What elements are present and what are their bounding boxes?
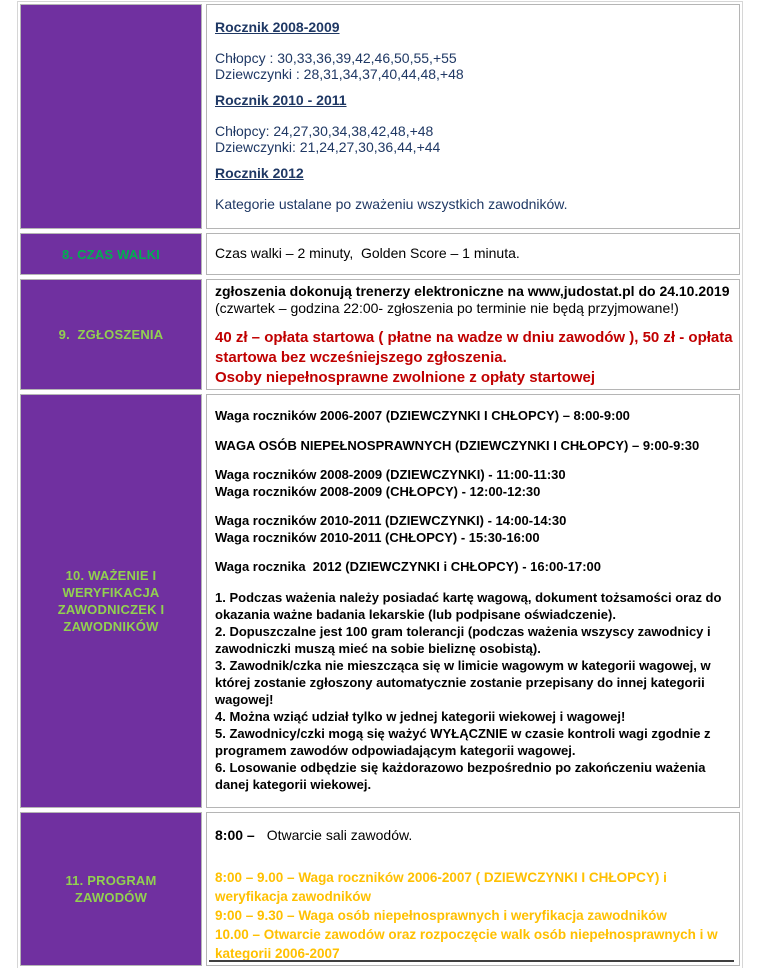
weighin-rule-1: 1. Podczas ważenia należy posiadać kartę wagową, dokument tożsamości oraz do okazania ważne badania lekarskie (lub podpisane oświadczenie). [215, 589, 726, 622]
weighin-group-2012 [215, 559, 731, 576]
heading-rocznik-2008-2009: Rocznik 2008-2009 [215, 19, 340, 35]
heading-rocznik-2012: Rocznik 2012 [215, 165, 304, 181]
weighin-line: Waga roczników 2010-2011 (CHŁOPCY) - 15:30-16:00 [215, 529, 540, 545]
boys-categories-2010-2011: Chłopcy: 24,27,30,34,38,42,48,+48 [215, 123, 434, 139]
weighin-group-disabled [215, 438, 731, 455]
program-opening-text: Otwarcie sali zawodów. [266, 827, 413, 843]
weighin-rules [215, 589, 731, 793]
weighin-line: WAGA OSÓB NIEPEŁNOSPRAWNYCH (DZIEWCZYNKI I CHŁOPCY) – 9:00-9:30 [215, 437, 700, 453]
fee-main-text: 40 zł – opłata startowa ( płatne na wadze w dniu zawodów ), 50 zł - opłata startowa bez wcześniejszego zgłoszenia. [215, 329, 737, 366]
girls-categories-2008-2009: Dziewczynki : 28,31,34,37,40,44,48,+48 [215, 66, 464, 82]
row-wazenie [20, 394, 740, 808]
weighin-line: Waga roczników 2008-2009 (CHŁOPCY) - 12:00-12:30 [215, 483, 541, 499]
czas-walki-text: Czas walki – 2 minuty, Golden Score – 1 minuta. [215, 245, 520, 261]
row-weight-categories [20, 4, 740, 229]
boys-categories-2008-2009: Chłopcy : 30,33,36,39,42,46,50,55,+55 [215, 50, 457, 66]
regulations-table [20, 4, 740, 966]
program-content-cell [206, 812, 740, 966]
program-label: 11. PROGRAM ZAWODÓW [65, 873, 161, 905]
girls-categories-2010-2011: Dziewczynki: 21,24,27,30,36,44,+44 [215, 139, 441, 155]
program-schedule-line-2: 9:00 – 9.30 – Waga osób niepełnosprawnych i weryfikacja zawodników [215, 908, 667, 923]
fee-disabled-text: Osoby niepełnosprawne zwolnione z opłaty startowej [215, 369, 596, 386]
weighin-rule-3: 3. Zawodnik/czka nie mieszcząca się w limicie wagowym w kategorii wagowej, w której zostanie zgłoszony automatycznie zostanie przepisany do innej kategorii wagowej! [215, 657, 715, 707]
rocznik-2012-note: Kategorie ustalane po zważeniu wszystkich zawodników. [215, 196, 568, 212]
program-opening-line [215, 827, 731, 844]
bottom-horizontal-rule [209, 960, 734, 962]
weighin-group-2006-2007 [215, 408, 731, 425]
weighin-group-2010-2011 [215, 513, 731, 546]
czas-walki-label-cell [20, 233, 202, 275]
weighin-rule-4: 4. Można wziąć udział tylko w jednej kategorii wiekowej i wagowej! [215, 708, 626, 724]
weighin-line: Waga roczników 2010-2011 (DZIEWCZYNKI) - 14:00-14:30 [215, 513, 567, 528]
weighin-line: Waga rocznika 2012 (DZIEWCZYNKI i CHŁOPCY) - 16:00-17:00 [215, 559, 602, 574]
czas-walki-content-cell [206, 233, 740, 275]
program-schedule-line-3: 10.00 – Otwarcie zawodów oraz rozpoczęcie walk osób niepełnosprawnych i w kategorii 2006-2007 [215, 927, 722, 961]
program-content [207, 813, 739, 963]
zgloszenia-label-cell [20, 279, 202, 390]
weight-categories-content [206, 4, 740, 229]
categories-2008-2009-group [215, 50, 729, 82]
program-schedule-line-1: 8:00 – 9.00 – Waga roczników 2006-2007 ( DZIEWCZYNKI I CHŁOPCY) i weryfikacja zawodników [215, 870, 671, 904]
categories-2010-2011-group [215, 123, 729, 155]
weighin-rule-6: 6. Losowanie odbędzie się każdorazowo bezpośrednio po zakończeniu ważenia danej kategorii wiekowej. [215, 759, 710, 792]
row-zgloszenia [20, 279, 740, 390]
weighin-group-2008-2009 [215, 467, 731, 500]
program-schedule-block [215, 868, 731, 963]
weight-categories-label-cell [20, 4, 202, 229]
wazenie-label-cell [20, 394, 202, 808]
czas-walki-label: 8. CZAS WALKI [62, 246, 160, 262]
zgloszenia-content-cell [206, 279, 740, 390]
weighin-rule-2: 2. Dopuszczalne jest 100 gram tolerancji (podczas ważenia wszyscy zawodnicy i zawodniczki muszą mieć na sobie bieliznę osobistą). [215, 623, 715, 656]
wazenie-label: 10. WAŻENIE I WERYFIKACJA ZAWODNICZEK I ZAWODNIKÓW [57, 568, 169, 634]
zgloszenia-label: 9. ZGŁOSZENIA [58, 327, 164, 342]
fee-block [215, 328, 737, 388]
row-program-zawodow [20, 812, 740, 966]
weighin-line: Waga roczników 2006-2007 (DZIEWCZYNKI I CHŁOPCY) – 8:00-9:00 [215, 408, 630, 423]
row-czas-walki [20, 233, 740, 275]
wazenie-content-cell [206, 394, 740, 808]
zgloszenia-content [207, 280, 739, 388]
heading-rocznik-2010-2011: Rocznik 2010 - 2011 [215, 92, 347, 108]
registration-deadline-text: zgłoszenia dokonują trenerzy elektroniczne na www,judostat.pl do 24.10.2019 [215, 283, 730, 299]
program-opening-time: 8:00 – [215, 827, 255, 843]
weighin-line: Waga roczników 2008-2009 (DZIEWCZYNKI) - 11:00-11:30 [215, 467, 566, 482]
registration-deadline-note: (czwartek – godzina 22:00- zgłoszenia po terminie nie będą przyjmowane!) [215, 300, 679, 316]
weighin-rule-5: 5. Zawodnicy/czki mogą się ważyć WYŁĄCZNIE w czasie kontroli wagi zgodnie z programem zawodów odpowiadającym kategorii wagowej. [215, 725, 715, 758]
wazenie-content [207, 395, 739, 793]
program-label-cell [20, 812, 202, 966]
